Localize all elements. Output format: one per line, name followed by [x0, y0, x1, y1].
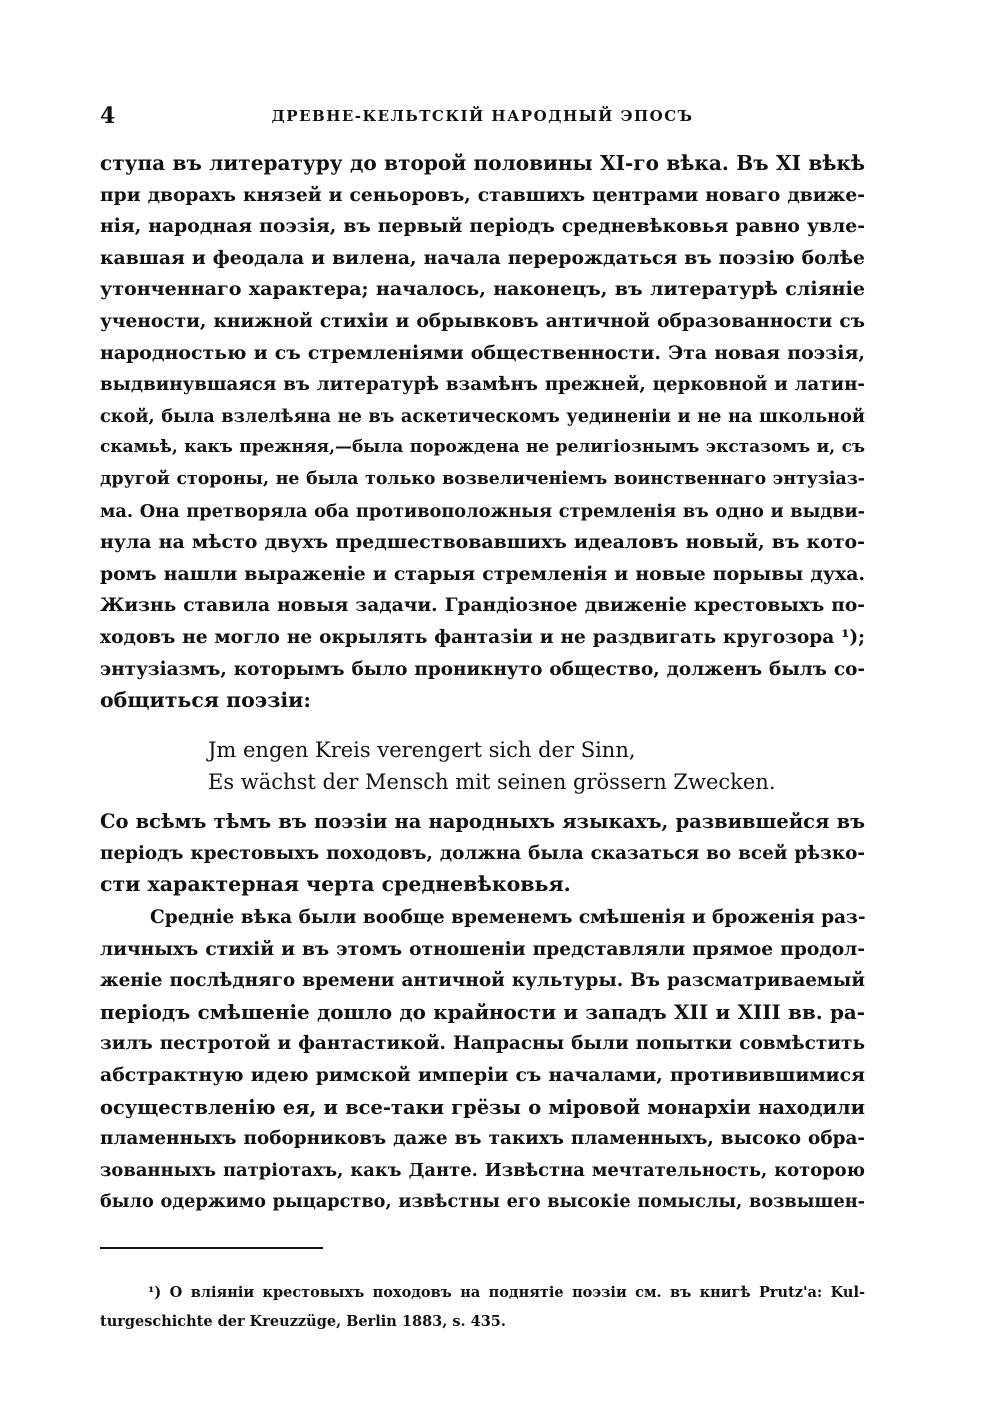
text-line: ходовъ не могло не окрылять фантазіи и не раздвигать кругозора ¹);: [100, 626, 865, 648]
text-line: нула на мѣсто двухъ предшествовавшихъ идеаловъ новый, въ кото-: [100, 531, 865, 554]
page-header: [100, 103, 865, 131]
text-line: ма. Она претворяла оба противоположныя стремленія въ одно и выдви-: [100, 500, 865, 522]
text-line: женіе послѣдняго времени античной культуры. Въ разсматриваемый: [100, 970, 865, 992]
text-line: Жизнь ставила новыя задачи. Грандіозное движеніе крестовыхъ по-: [100, 595, 865, 617]
footnote-divider: [100, 1247, 323, 1249]
running-title: ДРЕВНЕ-КЕЛЬТСКІЙ НАРОДНЫЙ ЭПОСЪ: [271, 107, 694, 125]
text-line: нія, народная поэзія, въ первый періодъ средневѣковья равно увле-: [100, 215, 865, 238]
text-line: скамьѣ, какъ прежняя,—была порождена не религіознымъ экстазомъ и, съ: [100, 437, 865, 458]
text-line: народностью и съ стремленіями общественности. Эта новая поэзія,: [100, 341, 865, 364]
text-line: учености, книжной стихіи и обрывковъ античной образованности съ: [100, 310, 865, 332]
text-line: ской, была взлелѣяна не въ аскетическомъ уединеніи и не на школьной: [100, 405, 865, 427]
text-line: другой стороны, не была только возвеличеніемъ воинственнаго энтузіаз-: [100, 468, 865, 489]
text-line: общиться поэзіи:: [100, 688, 311, 713]
text-line: зилъ пестротой и фантастикой. Напрасны были попытки совмѣстить: [100, 1033, 865, 1055]
page-number: 4: [100, 103, 116, 129]
text-line: кавшая и феодала и вилена, начала перерождаться въ поэзію болѣе: [100, 246, 865, 269]
paragraph-2: [100, 806, 865, 901]
text-line: зованныхъ патріотахъ, какъ Данте. Извѣстна мечтательность, которою: [100, 1159, 865, 1181]
text-line: при дворахъ князей и сеньоровъ, ставшихъ центрами новаго движе-: [100, 183, 865, 206]
text-line: энтузіазмъ, которымъ было проникнуто общество, долженъ былъ со-: [100, 658, 865, 680]
text-line: осуществленію ея, и все-таки грёзы о міровой монархіи находили: [100, 1095, 865, 1119]
text-line: было одержимо рыцарство, извѣстны его высокіе помыслы, возвышен-: [100, 1191, 865, 1213]
footnote: [100, 1278, 865, 1336]
text-line: періодъ смѣшеніе дошло до крайности и западъ XII и XIII вв. ра-: [100, 999, 865, 1024]
text-line: абстрактную идею римской имперіи съ началами, противившимися: [100, 1063, 865, 1086]
verse-line: Es wächst der Mensch mit seinen grössern Zwecken.: [208, 770, 776, 794]
footnote-line: turgeschichte der Kreuzzüge, Berlin 1883, s. 435.: [100, 1313, 506, 1330]
text-line: сти характерная черта средневѣковья.: [100, 872, 571, 897]
text-line: ромъ нашли выраженіе и старыя стремленія и новые порывы духа.: [100, 562, 865, 585]
footnote-line: ¹) О вліяніи крестовыхъ походовъ на поднятіе поэзіи см. въ книгѣ Prutz'a: Kul-: [148, 1284, 865, 1301]
verse-line: Jm engen Kreis verengert sich der Sinn,: [208, 738, 636, 762]
text-line: утонченнаго характера; началось, наконецъ, въ литературѣ сліяніе: [100, 278, 865, 301]
text-line: Со всѣмъ тѣмъ въ поэзіи на народныхъ языкахъ, развившейся въ: [100, 810, 865, 833]
verse-quote: [208, 734, 776, 798]
paragraph-1: [100, 148, 865, 717]
text-line: Средніе вѣка были вообще временемъ смѣшенія и броженія раз-: [150, 907, 866, 928]
text-line: пламенныхъ поборниковъ даже въ такихъ пламенныхъ, высоко обра-: [100, 1128, 865, 1150]
text-line: личныхъ стихій и въ этомъ отношеніи представляли прямое продол-: [100, 937, 865, 960]
text-line: ступа въ литературу до второй половины XI-го вѣка. Въ XI вѣкѣ: [100, 151, 865, 175]
text-line: выдвинувшаяся въ литературѣ взамѣнъ прежней, церковной и латин-: [100, 374, 865, 396]
paragraph-3: [100, 902, 865, 1218]
text-line: періодъ крестовыхъ походовъ, должна была сказаться во всей рѣзко-: [100, 842, 865, 864]
